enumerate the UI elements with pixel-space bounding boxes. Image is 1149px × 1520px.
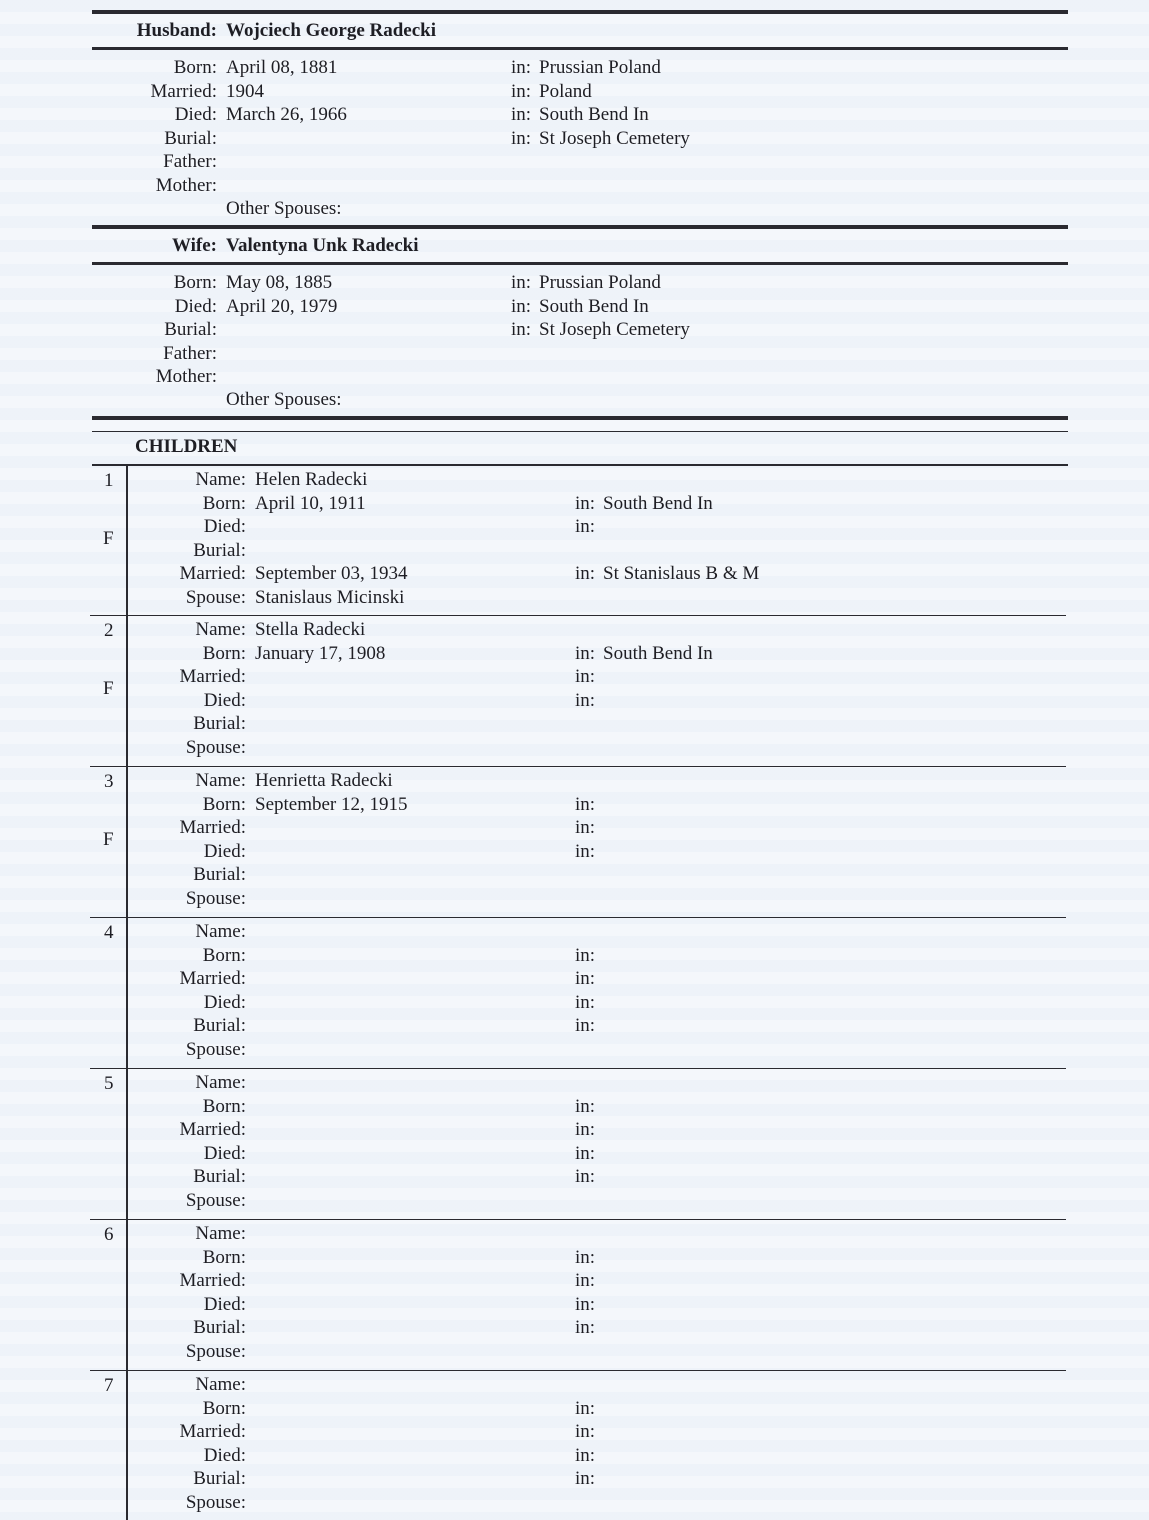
wife-place: St Joseph Cemetery [539,319,690,340]
child-in-label: in: [574,1142,595,1164]
wife-place: South Bend In [539,295,649,317]
husband-place: South Bend In [539,104,649,125]
child-separator-rule [90,917,1066,918]
husband-field-label: Burial: [164,127,217,149]
wife-name: Valentyna Unk Radecki [226,235,419,256]
child-in-label: in: [574,968,595,989]
child-divider-line [126,465,128,615]
child-field-value: January 17, 1908 [255,642,386,664]
child-field-label: Burial: [193,1015,246,1036]
child-field-label: Spouse: [185,1189,246,1211]
child-field-label: Spouse: [185,1491,246,1513]
husband-field-label: Born: [173,57,217,78]
child-field-label: Name: [195,469,246,490]
child-field-label: Name: [195,770,246,791]
child-field-label: Name: [195,1374,246,1395]
child-in-label: in: [574,642,595,664]
husband-place: St Joseph Cemetery [539,127,690,149]
child-in-label: in: [574,944,595,966]
child-in-label: in: [574,1444,595,1466]
child-in-label: in: [574,1119,595,1140]
child-in-label: in: [574,840,595,862]
wife-place: Prussian Poland [539,272,661,293]
child-field-value: September 03, 1934 [255,563,408,584]
child-in-label: in: [574,1317,595,1338]
child-in-label: in: [574,563,595,584]
child-in-label: in: [574,1270,595,1291]
child-field-label: Married: [179,817,246,838]
husband-field-value: March 26, 1966 [226,104,347,125]
child-separator-rule [90,766,1066,767]
child-in-label: in: [574,1166,595,1187]
child-in-label: in: [574,991,595,1013]
child-field-label: Born: [202,642,246,664]
child-field-label: Born: [202,1397,246,1419]
child-in-label: in: [574,817,595,838]
child-field-label: Burial: [193,1468,246,1489]
husband-place: Prussian Poland [539,57,661,78]
child-field-label: Died: [203,840,246,862]
child-field-label: Married: [179,563,246,584]
child-field-label: Born: [202,944,246,966]
children-header-rule [92,464,1068,466]
husband-name: Wojciech George Radecki [226,20,437,41]
child-in-label: in: [574,1421,595,1442]
wife-field-label: Mother: [155,366,217,387]
child-field-label: Name: [195,921,246,942]
child-number: 3 [104,771,114,792]
child-divider-line [126,1068,128,1219]
child-sex: F [103,678,114,699]
husband-field-label: Father: [163,151,217,172]
child-in-label: in: [574,1397,595,1419]
child-field-label: Died: [203,991,246,1013]
child-place: St Stanislaus B & M [603,563,760,584]
wife-field-value: April 20, 1979 [226,295,338,317]
child-field-label: Died: [203,1142,246,1164]
child-field-value: Helen Radecki [255,469,368,490]
child-field-label: Married: [179,1270,246,1291]
child-in-label: in: [574,516,595,537]
child-field-value: Stella Radecki [255,619,366,640]
child-number: 4 [104,922,114,943]
child-field-label: Died: [203,1444,246,1466]
child-field-label: Died: [203,1293,246,1315]
child-field-label: Burial: [193,1317,246,1338]
child-field-value: Henrietta Radecki [255,770,393,791]
child-in-label: in: [574,666,595,687]
husband-in-label: in: [510,57,531,78]
child-sex: F [103,528,114,549]
child-field-value: Stanislaus Micinski [255,586,405,608]
child-field-label: Married: [179,666,246,687]
child-sex: F [103,829,114,850]
child-field-label: Married: [179,968,246,989]
child-in-label: in: [574,1468,595,1489]
child-number: 6 [104,1224,114,1245]
child-divider-line [126,1219,128,1370]
child-number: 1 [104,470,114,491]
child-field-label: Name: [195,1072,246,1093]
children-top-rule [92,416,1068,420]
child-field-label: Born: [202,793,246,815]
wife-in-label: in: [510,295,531,317]
wife-header-rule [92,262,1068,265]
child-separator-rule [90,615,1066,616]
husband-field-value: April 08, 1881 [226,57,338,78]
child-field-label: Born: [202,1246,246,1268]
child-separator-rule [90,1068,1066,1069]
child-divider-line [126,917,128,1068]
child-field-label: Spouse: [185,1038,246,1060]
husband-in-label: in: [510,104,531,125]
child-field-label: Married: [179,1421,246,1442]
husband-role-label: Husband: [136,20,217,41]
child-field-label: Born: [202,1095,246,1117]
husband-in-label: in: [510,127,531,149]
child-in-label: in: [574,1015,595,1036]
child-number: 7 [104,1375,114,1396]
child-field-value: April 10, 1911 [255,492,366,514]
child-field-label: Spouse: [185,887,246,909]
children-heading: CHILDREN [135,436,238,457]
child-number: 2 [104,620,114,641]
child-divider-line [126,766,128,917]
husband-header-rule [92,47,1068,50]
husband-field-label: Mother: [155,174,217,196]
child-divider-line [126,1370,128,1520]
child-field-label: Died: [203,516,246,537]
child-separator-rule [90,1219,1066,1220]
child-divider-line [126,615,128,766]
child-field-label: Name: [195,1223,246,1244]
wife-top-rule [92,225,1068,229]
child-in-label: in: [574,1293,595,1315]
child-place: South Bend In [603,642,713,664]
child-field-label: Spouse: [185,586,246,608]
child-separator-rule [90,1370,1066,1371]
children-thin-rule [92,431,1068,432]
child-field-label: Died: [203,689,246,711]
child-in-label: in: [574,689,595,711]
child-place: South Bend In [603,492,713,514]
child-in-label: in: [574,1095,595,1117]
child-field-label: Spouse: [185,1340,246,1362]
husband-top-rule [92,10,1068,14]
child-in-label: in: [574,492,595,514]
wife-in-label: in: [510,319,531,340]
child-in-label: in: [574,1246,595,1268]
husband-other-spouses-label: Other Spouses: [226,198,342,219]
child-field-value: September 12, 1915 [255,793,408,815]
child-field-label: Burial: [193,539,246,561]
husband-place: Poland [539,80,592,102]
wife-field-label: Father: [163,342,217,364]
wife-field-label: Burial: [164,319,217,340]
wife-field-label: Born: [173,272,217,293]
child-number: 5 [104,1073,114,1094]
child-field-label: Born: [202,492,246,514]
child-field-label: Burial: [193,1166,246,1187]
wife-field-label: Died: [174,295,217,317]
husband-in-label: in: [510,80,531,102]
child-field-label: Burial: [193,713,246,734]
child-field-label: Burial: [193,864,246,885]
wife-in-label: in: [510,272,531,293]
child-field-label: Spouse: [185,736,246,758]
wife-field-value: May 08, 1885 [226,272,333,293]
husband-field-value: 1904 [226,80,264,102]
wife-other-spouses-label: Other Spouses: [226,389,342,410]
child-in-label: in: [574,793,595,815]
child-field-label: Married: [179,1119,246,1140]
wife-role-label: Wife: [171,235,217,256]
husband-field-label: Married: [150,80,217,102]
child-field-label: Name: [195,619,246,640]
husband-field-label: Died: [174,104,217,125]
